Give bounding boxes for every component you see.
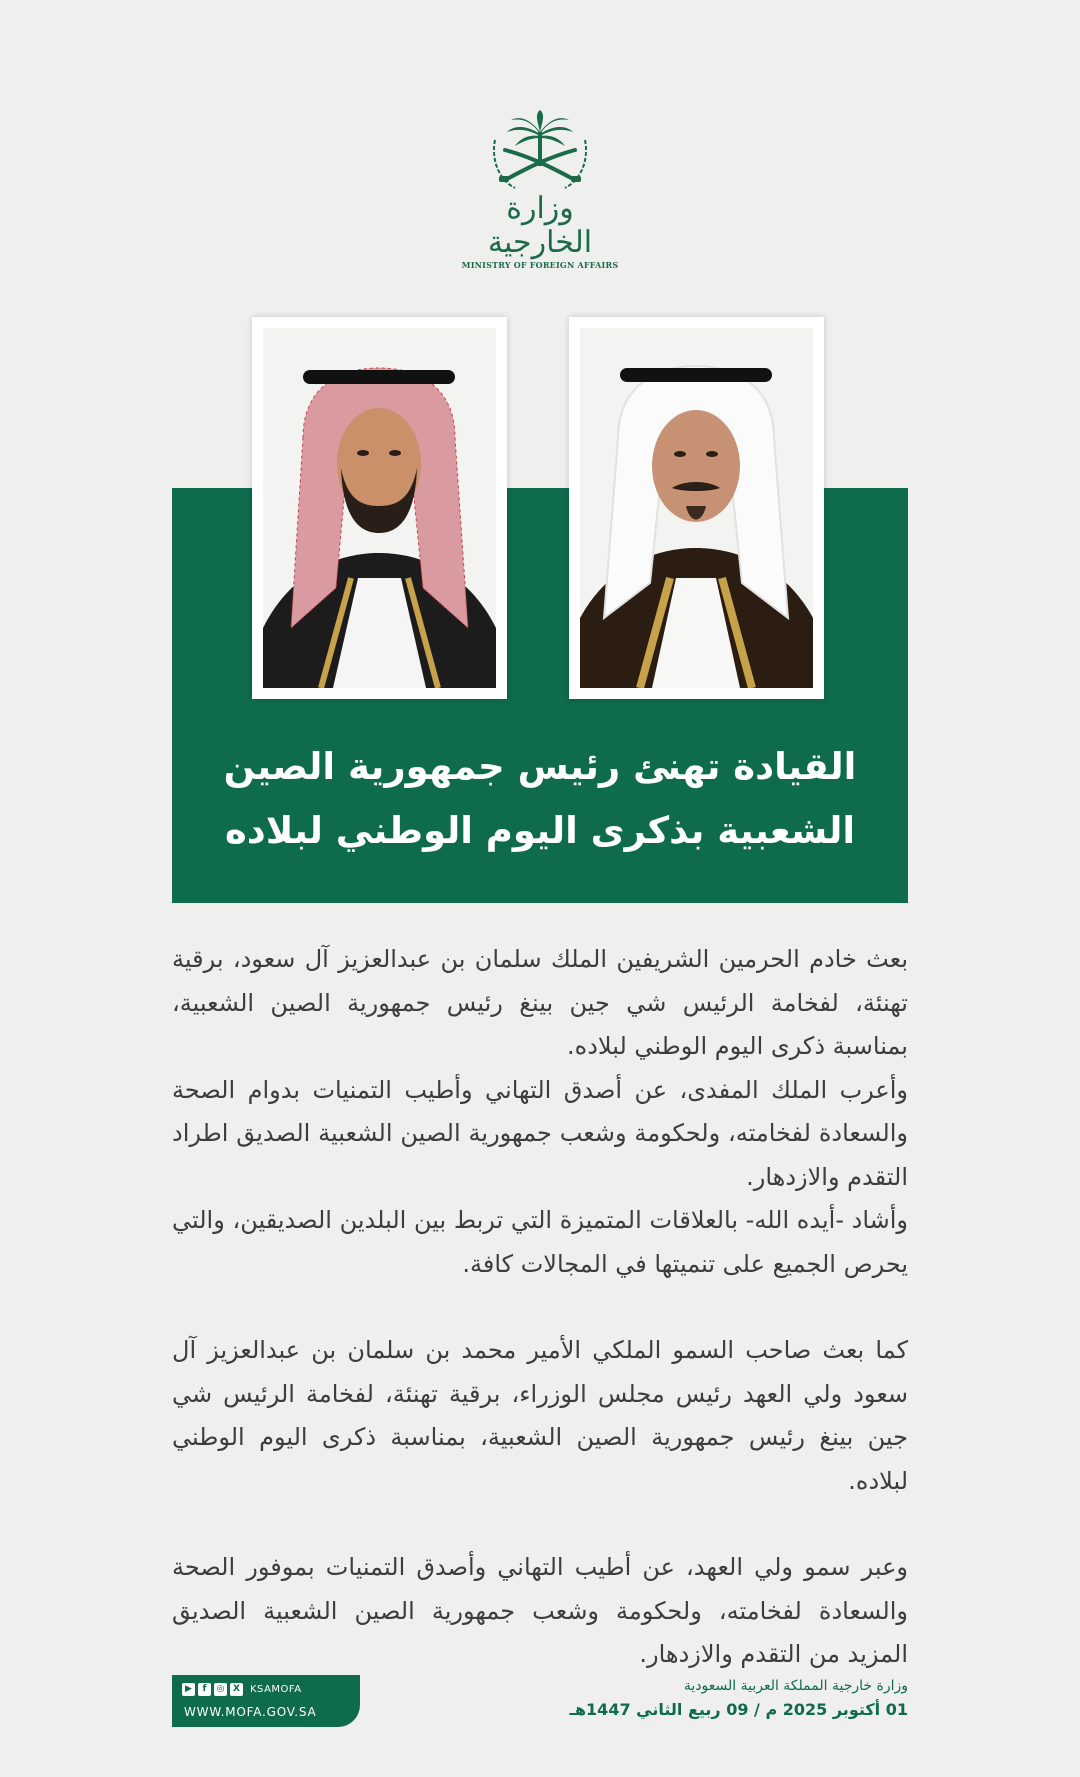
website-link[interactable]: WWW.MOFA.GOV.SA xyxy=(184,1705,317,1719)
ministry-name-english: MINISTRY OF FOREIGN AFFAIRS xyxy=(461,260,619,270)
source-info xyxy=(488,1675,908,1723)
date-line: 01 أكتوبر 2025 م / 09 ربيع الثاني 1447هـ xyxy=(569,1700,908,1719)
paragraph-spacer xyxy=(172,1503,908,1546)
paragraph-2: وأعرب الملك المفدى، عن أصدق التهاني وأطيب التمنيات بدوام الصحة والسعادة لفخامته، ولحكومة وشعب جمهورية الصين الشعبية الصديق اطراد التقدم والازدهار. xyxy=(172,1075,908,1191)
king-portrait-image xyxy=(580,328,813,688)
crown-prince-portrait-image xyxy=(263,328,496,688)
source-line: وزارة خارجية المملكة العربية السعودية xyxy=(683,1678,908,1694)
saudi-emblem-icon xyxy=(485,110,595,190)
paragraph-4: كما بعث صاحب السمو الملكي الأمير محمد بن سلمان بن عبدالعزيز آل سعود ولي العهد رئيس مجلس الوزراء، برقية تهنئة، لفخامة الرئيس شي جين بينغ رئيس جمهورية الصين الشعبية، بمناسبة ذكرى اليوم الوطني لبلاده. xyxy=(172,1336,908,1495)
instagram-icon[interactable]: ◎ xyxy=(214,1683,227,1696)
youtube-icon[interactable]: ▶ xyxy=(182,1683,195,1696)
paragraph-3: وأشاد -أيده الله- بالعلاقات المتميزة التي تربط بين البلدين الصديقين، والتي يحرص الجميع على تنميتها في المجالات كافة. xyxy=(172,1206,908,1278)
x-icon[interactable]: X xyxy=(230,1683,243,1696)
headline-line-1: القيادة تهنئ رئيس جمهورية الصين xyxy=(223,745,857,788)
ministry-logo xyxy=(460,110,620,270)
ministry-name-arabic: وزارة الخارجية xyxy=(487,191,593,260)
social-media-block xyxy=(172,1675,360,1727)
headline-line-2: الشعبية بذكرى اليوم الوطني لبلاده xyxy=(224,809,856,852)
paragraph-spacer xyxy=(172,1286,908,1329)
article-body xyxy=(172,938,908,1677)
paragraph-1: بعث خادم الحرمين الشريفين الملك سلمان بن عبدالعزيز آل سعود، برقية تهنئة، لفخامة الرئيس شي جين بينغ رئيس جمهورية الصين الشعبية، بمناسبة ذكرى اليوم الوطني لبلاده. xyxy=(172,945,908,1060)
facebook-icon[interactable]: f xyxy=(198,1683,211,1696)
headline xyxy=(172,735,908,863)
photo-frame-king xyxy=(569,317,824,699)
social-handle: KSAMOFA xyxy=(250,1684,302,1695)
paragraph-5: وعبر سمو ولي العهد، عن أطيب التهاني وأصدق التمنيات بموفور الصحة والسعادة لفخامته، ولحكومة وشعب جمهورية الصين الشعبية الصديق المزيد من التقدم والازدهار. xyxy=(172,1553,908,1668)
photo-frame-crown-prince xyxy=(252,317,507,699)
